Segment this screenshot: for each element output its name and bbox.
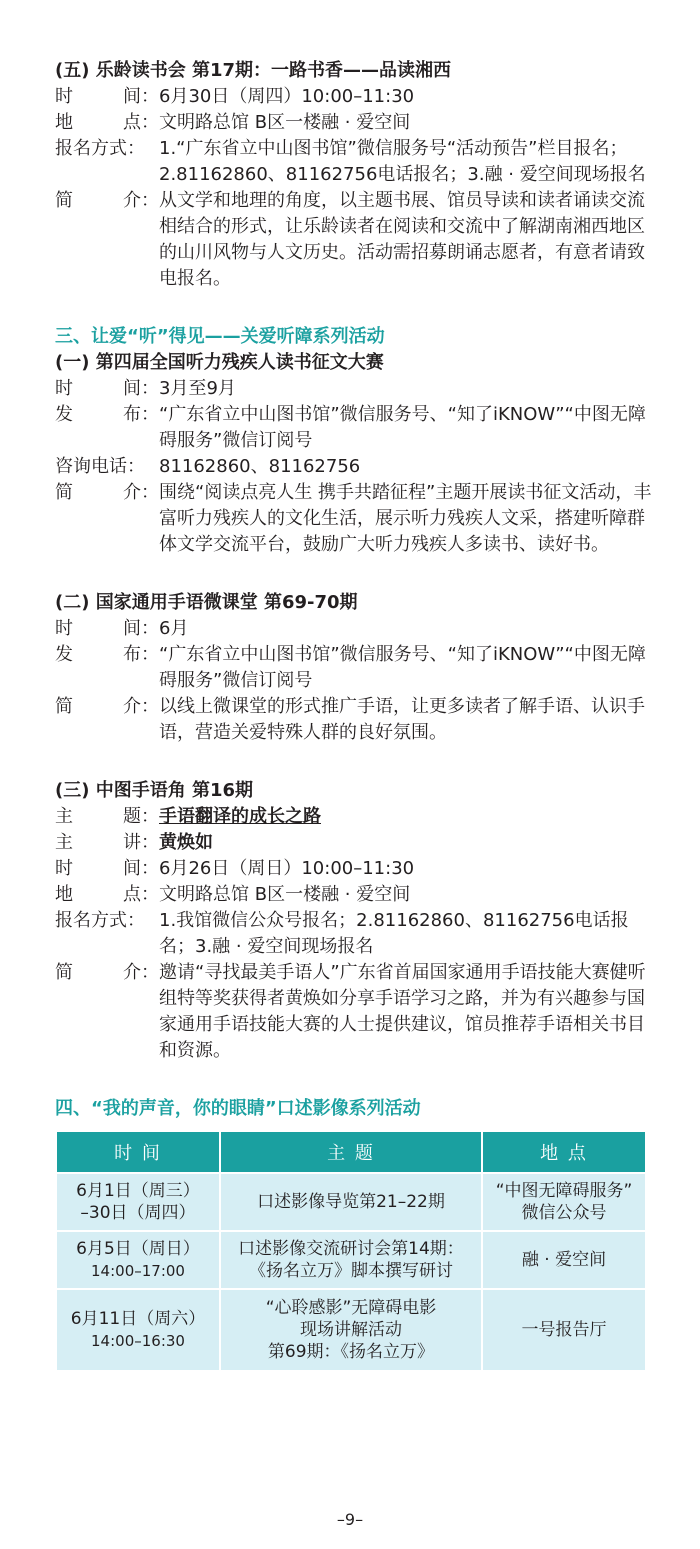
section-title: 三、让爱“听”得见——关爱听障系列活动: [55, 326, 385, 347]
event-time-row: 时 间： 3月至9月: [55, 378, 236, 399]
theme-cell: 口述影像交流研讨会第14期： 《扬名立万》脚本撰写研讨: [220, 1231, 482, 1289]
place-cell: 融 · 爱空间: [482, 1231, 646, 1289]
event-signup-row: 报名方式： 1.我馆微信公众号报名；2.81162860、81162756电话报名；3.融 · 爱空间现场报名: [55, 910, 629, 957]
event-place-row: 地 点： 文明路总馆 B区一楼融 · 爱空间: [55, 110, 655, 136]
event-speaker-row: 主 讲： 黄焕如: [55, 830, 655, 856]
event-signup-row: 报名方式： 1.“广东省立中山图书馆”微信服务号“活动预告”栏目报名；2.81162860、81162756电话报名；3.融 · 爱空间现场报名: [55, 136, 655, 188]
event-title: (五) 乐龄读书会 第17期：一路书香——品读湘西: [55, 60, 452, 81]
event-signup: 1.“广东省立中山图书馆”微信服务号“活动预告”栏目报名；2.81162860、81162756电话报名；3.融 · 爱空间现场报名: [159, 138, 646, 185]
table-row: [56, 1173, 646, 1231]
event-time: 6月30日（周四）10:00–11:30: [159, 86, 415, 107]
place-cell: “中图无障碍服务” 微信公众号: [482, 1173, 646, 1231]
date-cell: 6月1日（周三） –30日（周四）: [56, 1173, 220, 1231]
event-intro-row: 简 介： 从文学和地理的角度，以主题书展、馆员导读和读者诵读交流相结合的形式，让乐龄读者在阅读和交流中了解湖南湘西地区的山川风物与人文历史。活动需招募朗诵志愿者，有意者请致电报名。: [55, 188, 655, 292]
event-intro-row: 简 介： 以线上微课堂的形式推广手语，让更多读者了解手语、认识手语，营造关爱特殊人群的良好氛围。: [55, 696, 645, 743]
event-intro-row: 简 介： 邀请“寻找最美手语人”广东省首届国家通用手语技能大赛健听组特等奖获得者黄焕如分享手语学习之路，并为有兴趣参与国家通用手语技能大赛的人士提供建议，馆员推荐手语相关书目和资源。: [55, 962, 646, 1061]
event-speaker: 黄焕如: [159, 832, 213, 853]
event-topic: 手语翻译的成长之路: [159, 806, 321, 827]
date-cell: 6月11日（周六） 14:00–16:30: [56, 1289, 220, 1371]
section-title: 四、“我的声音，你的眼睛”口述影像系列活动: [55, 1098, 421, 1119]
event-intro-row: 简 介： 围绕“阅读点亮人生 携手共踏征程”主题开展读书征文活动，丰富听力残疾人的文化生活，展示听力残疾人文采，搭建听障群体文学交流平台，鼓励广大听力残疾人多读书、读好书。: [55, 482, 652, 555]
event-tel-row: 咨询电话： 81162860、81162756: [55, 456, 361, 477]
table-row: [56, 1231, 646, 1289]
date-cell: 6月5日（周日） 14:00–17:00: [56, 1231, 220, 1289]
theme-cell: 口述影像导览第21–22期: [220, 1173, 482, 1231]
page-content: [55, 58, 655, 1372]
event-title: (一) 第四届全国听力残疾人读书征文大赛: [55, 352, 384, 373]
column-header: 主 题: [220, 1131, 482, 1173]
event-publish-row: 发 布： “广东省立中山图书馆”微信服务号、“知了iKNOW”“中图无障碍服务”微信订阅号: [55, 404, 646, 451]
page-number: –9–: [336, 1510, 364, 1529]
column-header: 时 间: [56, 1131, 220, 1173]
schedule-table: [55, 1130, 647, 1372]
event-time-row: 时 间： 6月26日（周日）10:00–11:30: [55, 858, 415, 879]
column-header: 地 点: [482, 1131, 646, 1173]
event-title: (三) 中图手语角 第16期: [55, 780, 254, 801]
event-place-row: 地 点： 文明路总馆 B区一楼融 · 爱空间: [55, 884, 411, 905]
table-header-row: [56, 1131, 646, 1173]
event-topic-row: 主 题： 手语翻译的成长之路: [55, 804, 655, 830]
event-time-row: 时 间： 6月: [55, 618, 189, 639]
event-intro: 从文学和地理的角度，以主题书展、馆员导读和读者诵读交流相结合的形式，让乐龄读者在阅读和交流中了解湖南湘西地区的山川风物与人文历史。活动需招募朗诵志愿者，有意者请致电报名。: [159, 190, 645, 289]
theme-cell: “心聆感影”无障碍电影 现场讲解活动 第69期：《扬名立万》: [220, 1289, 482, 1371]
place-cell: 一号报告厅: [482, 1289, 646, 1371]
event-publish-row: 发 布： “广东省立中山图书馆”微信服务号、“知了iKNOW”“中图无障碍服务”微信订阅号: [55, 644, 646, 691]
table-row: [56, 1289, 646, 1371]
event-title: (二) 国家通用手语微课堂 第69-70期: [55, 592, 358, 613]
event-time-row: 时 间： 6月30日（周四）10:00–11:30: [55, 84, 655, 110]
event-place: 文明路总馆 B区一楼融 · 爱空间: [159, 112, 411, 133]
